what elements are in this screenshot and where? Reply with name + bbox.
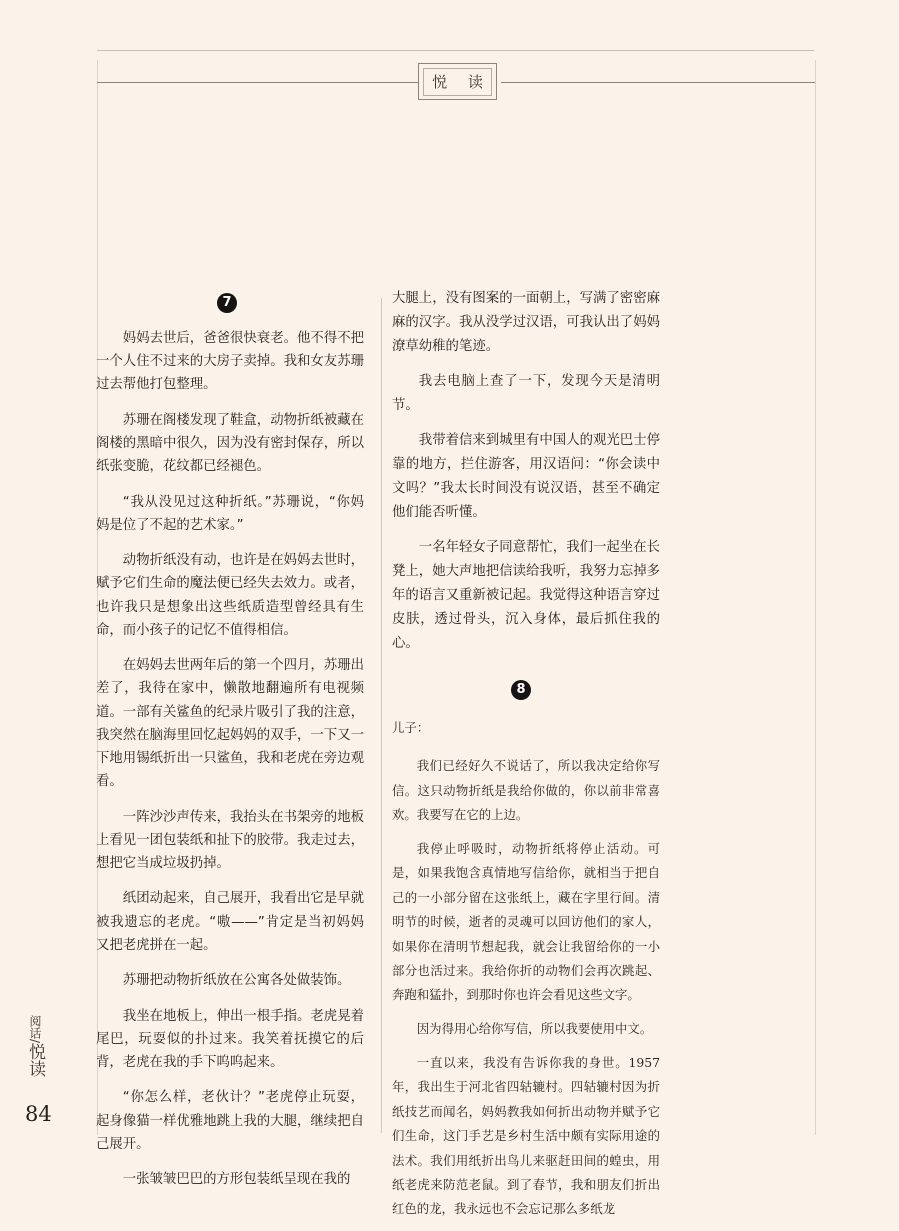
paragraph: “我从没见过这种折纸。”苏珊说，“你妈妈是位了不起的艺术家。” bbox=[96, 494, 364, 533]
letter-paragraph: 因为得用心给你写信，所以我要使用中文。 bbox=[416, 1021, 653, 1037]
side-section-label bbox=[27, 1015, 43, 1077]
side-label-big: 悦读 bbox=[25, 1043, 45, 1078]
letter-paragraph: 我停止呼吸时，动物折纸将停止活动。可是，如果我饱含真情地写信给你，就相当于把自己的一小部分留在这张纸上，藏在字里行间。清明节的时候，逝者的灵魂可以回访他们的家人，如果你在清明节想起我，就会让我留给你的一小部分也活过来。我给你折的动物们会再次跳起、奔跑和猛扑，到那时你也许会看见这些文字。 bbox=[392, 841, 660, 1003]
letter-paragraph: 一直以来，我没有告诉你我的身世。1957年，我出生于河北省四轱辘村。四轱辘村因为折纸技艺而闻名，妈妈教我如何折出动物并赋予它们生命，这门手艺是乡村生活中颇有实际用途的法术。我们用纸折出鸟儿来驱赶田间的蝗虫，用纸老虎来防范老鼠。到了春节，我和朋友们折出红色的龙，我永远也不会忘记那么多纸龙 bbox=[392, 1055, 660, 1217]
section-title: 悦 读 bbox=[423, 68, 492, 96]
page-border-right bbox=[815, 60, 816, 1135]
paragraph: 一名年轻女子同意帮忙，我们一起坐在长凳上，她大声地把信读给我听，我努力忘掉多年的语言又重新被记起。我觉得这种语言穿过皮肤，透过骨头，沉入身体，最后抓住我的心。 bbox=[392, 540, 660, 651]
section-number-8: 8 bbox=[511, 680, 531, 700]
paragraph: 动物折纸没有动，也许是在妈妈去世时，赋予它们生命的魔法便已经失去效力。或者，也许我只是想象出这些纸质造型曾经具有生命，而小孩子的记忆不值得相信。 bbox=[96, 553, 364, 638]
side-label-small: 阅话 bbox=[28, 1015, 42, 1039]
paragraph: 我带着信来到城里有中国人的观光巴士停靠的地方，拦住游客，用汉语问：“你会读中文吗？”我太长时间没有说汉语，甚至不确定他们能否听懂。 bbox=[392, 433, 660, 520]
paragraph: 我坐在地板上，伸出一根手指。老虎晃着尾巴，玩耍似的扑过来。我笑着抚摸它的后背，老虎在我的手下呜呜起来。 bbox=[96, 1008, 364, 1070]
section-header bbox=[418, 63, 497, 100]
letter-paragraph: 我们已经好久不说话了，所以我决定给你写信。这只动物折纸是我给你做的，你以前非常喜欢。我要写在它的上边。 bbox=[392, 758, 660, 823]
side-label-slash: / bbox=[28, 1039, 42, 1044]
page-number: 84 bbox=[25, 1102, 52, 1126]
paragraph: 妈妈去世后，爸爸很快衰老。他不得不把一个人住不过来的大房子卖掉。我和女友苏珊过去帮他打包整理。 bbox=[96, 331, 364, 393]
paragraph: 大腿上，没有图案的一面朝上，写满了密密麻麻的汉字。我从没学过汉语，可我认出了妈妈潦草幼稚的笔迹。 bbox=[392, 291, 660, 354]
section-number-7: 7 bbox=[217, 293, 237, 313]
paragraph: 苏珊把动物折纸放在公寓各处做装饰。 bbox=[122, 973, 351, 989]
header-rule-right bbox=[501, 82, 815, 83]
paragraph: 我去电脑上查了一下，发现今天是清明节。 bbox=[392, 374, 660, 413]
top-rule bbox=[97, 50, 814, 51]
left-column bbox=[96, 291, 364, 1204]
column-divider bbox=[381, 298, 382, 1133]
right-column bbox=[392, 287, 660, 1231]
paragraph: 纸团动起来，自己展开，我看出它是早就被我遗忘的老虎。“嗷——”肯定是当初妈妈又把老虎拼在一起。 bbox=[96, 891, 364, 953]
paragraph: 在妈妈去世两年后的第一个四月，苏珊出差了，我待在家中，懒散地翻遍所有电视频道。一部有关鲨鱼的纪录片吸引了我的注意，我突然在脑海里回忆起妈妈的双手，一下又一下地用锡纸折出一只鲨鱼，我和老虎在旁边观看。 bbox=[96, 658, 364, 790]
paragraph: 苏珊在阁楼发现了鞋盒，动物折纸被藏在阁楼的黑暗中很久，因为没有密封保存，所以纸张变脆，花纹都已经褪色。 bbox=[96, 412, 364, 475]
paragraph: “你怎么样，老伙计？”老虎停止玩耍，起身像猫一样优雅地跳上我的大腿，继续把自己展开。 bbox=[96, 1090, 364, 1152]
header-rule-left bbox=[97, 82, 418, 83]
letter-salutation: 儿子： bbox=[392, 720, 430, 735]
paragraph: 一张皱皱巴巴的方形包装纸呈现在我的 bbox=[122, 1172, 351, 1188]
paragraph: 一阵沙沙声传来，我抬头在书架旁的地板上看见一团包装纸和扯下的胶带。我走过去，想把它当成垃圾扔掉。 bbox=[96, 809, 364, 871]
